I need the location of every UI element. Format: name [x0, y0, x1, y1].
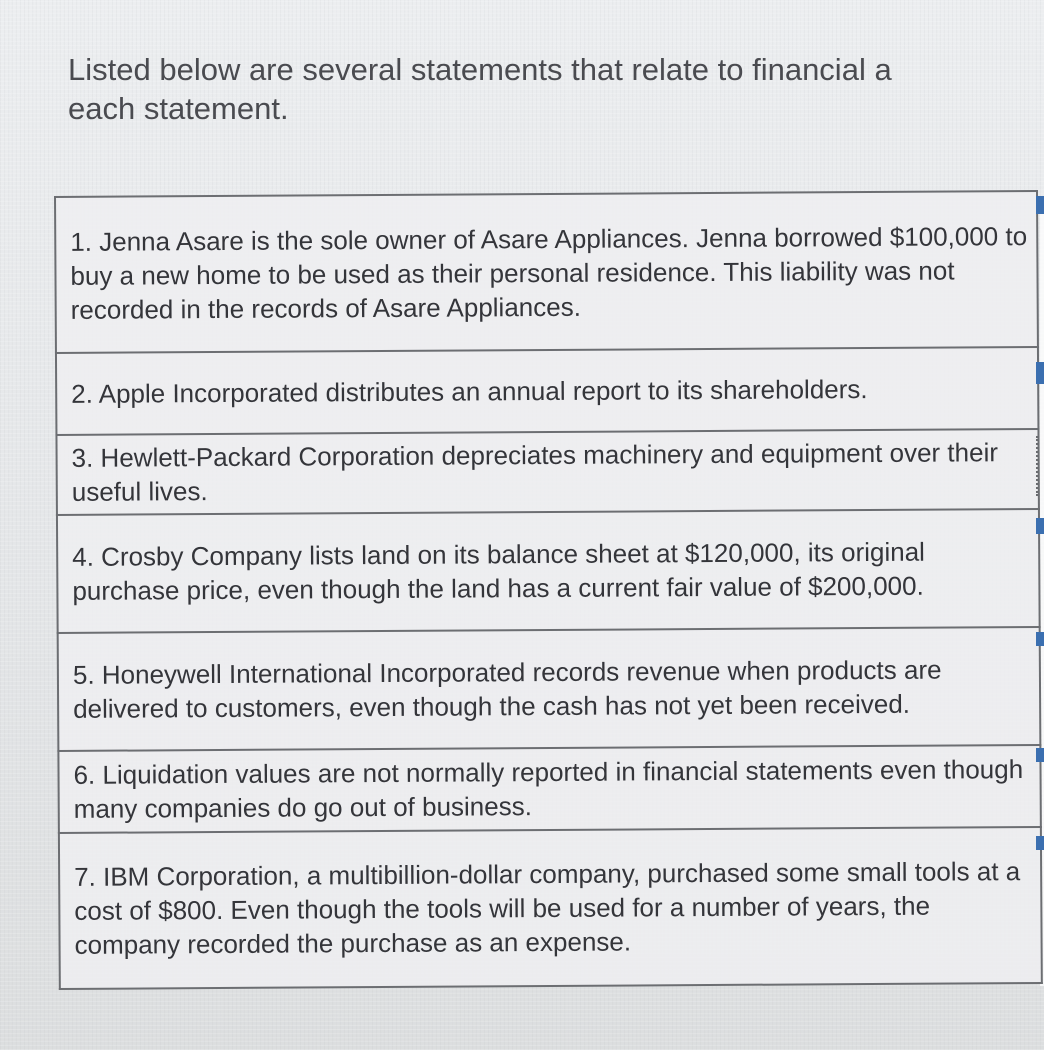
- statement-5: 5. Honeywell International Incorporated records revenue when products are delivered to customers, even though the cash has not yet been received.: [58, 627, 1041, 751]
- statement-7: 7. IBM Corporation, a multibillion-dollar company, purchased some small tools at a cost of $800. Even though the tools will be used for a number of years, the company recorded the purchase as an expense.: [59, 827, 1042, 989]
- answer-dropdown-1[interactable]: [1036, 196, 1044, 214]
- statement-3: 3. Hewlett-Packard Corporation depreciates machinery and equipment over their useful lives.: [56, 429, 1038, 515]
- table-row: [59, 827, 1042, 989]
- instructions-text: [68, 50, 1044, 128]
- instructions-line-1: Listed below are several statements that relate to financial a: [68, 52, 892, 87]
- table-row: [58, 627, 1041, 751]
- statement-6: 6. Liquidation values are not normally reported in financial statements even though many companies do go out of business.: [58, 745, 1040, 833]
- answer-dropdown-4[interactable]: [1036, 518, 1044, 534]
- answer-dropdown-3[interactable]: [1036, 436, 1044, 496]
- statements-table-container: [54, 190, 1043, 992]
- statement-4: 4. Crosby Company lists land on its balance sheet at $120,000, its original purchase price, even though the land has a current fair value of $200,000.: [57, 509, 1040, 633]
- answer-dropdown-2[interactable]: [1036, 362, 1044, 384]
- answer-dropdown-6[interactable]: [1036, 748, 1044, 762]
- table-row: [57, 509, 1040, 633]
- table-row: [58, 745, 1040, 833]
- statement-2: 2. Apple Incorporated distributes an annual report to its shareholders.: [56, 347, 1038, 435]
- table-row: [56, 347, 1038, 435]
- answer-dropdown-7[interactable]: [1036, 836, 1044, 850]
- table-row: [55, 191, 1038, 353]
- statement-1: 1. Jenna Asare is the sole owner of Asare Appliances. Jenna borrowed $100,000 to buy a new home to be used as their personal residence. This liability was not recorded in the records of Asare Appliances.: [55, 191, 1038, 353]
- answer-dropdown-5[interactable]: [1036, 632, 1044, 646]
- table-row: [56, 429, 1038, 515]
- instructions-line-2: each statement.: [68, 91, 289, 126]
- statements-table: [54, 190, 1043, 990]
